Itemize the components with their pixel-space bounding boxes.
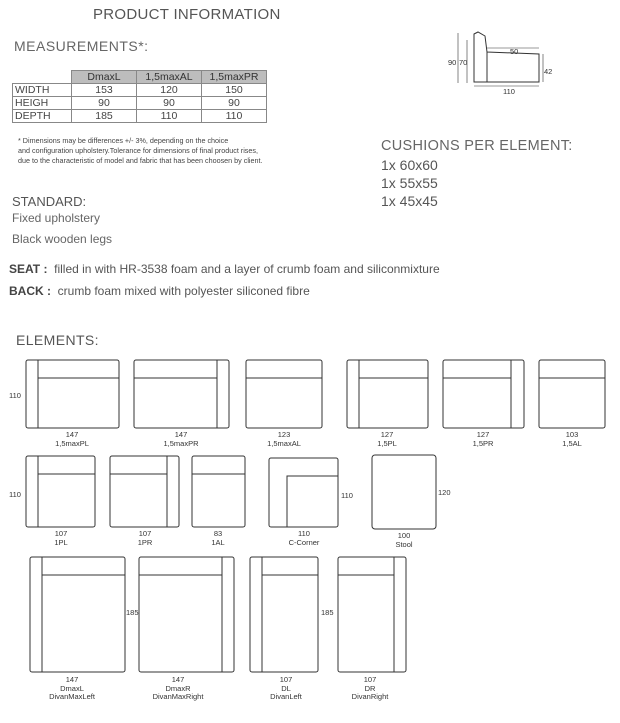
row3-depth-a: 185 bbox=[126, 608, 139, 617]
table-cell: 153 bbox=[72, 84, 137, 97]
side-seat-depth: 50 bbox=[510, 47, 519, 56]
cushion-item: 1x 55x55 bbox=[381, 175, 438, 191]
element-label: 127 1,5PL bbox=[377, 430, 397, 448]
element-stool bbox=[372, 455, 436, 529]
element-label: 107 1PR bbox=[137, 529, 153, 547]
element-label: 123 1,5maxAL bbox=[267, 430, 301, 448]
table-cell: 110 bbox=[137, 110, 202, 123]
element-divanleft bbox=[250, 557, 318, 672]
row-label: HEIGH bbox=[13, 97, 72, 110]
column-header: 1,5maxPR bbox=[202, 71, 267, 84]
page-title: PRODUCT INFORMATION bbox=[93, 6, 281, 23]
element-divanmaxleft bbox=[30, 557, 125, 672]
seat-description: SEAT : filled in with HR-3538 foam and a layer of crumb foam and siliconmixture bbox=[9, 262, 440, 276]
cushion-item: 1x 60x60 bbox=[381, 157, 438, 173]
side-height-outer: 90 bbox=[448, 58, 457, 67]
element-1al bbox=[192, 456, 245, 527]
corner-depth: 110 bbox=[341, 491, 353, 500]
element-1-5maxpr bbox=[134, 360, 229, 428]
element-label: 107 DL DivanLeft bbox=[270, 675, 302, 701]
element-1-5pr bbox=[443, 360, 524, 428]
side-depth: 110 bbox=[503, 87, 515, 96]
standard-item: Black wooden legs bbox=[12, 232, 113, 246]
side-arm-height: 42 bbox=[544, 67, 553, 76]
stool-depth: 120 bbox=[438, 488, 451, 497]
element-1-5maxpl bbox=[26, 360, 119, 428]
row-label: DEPTH bbox=[13, 110, 72, 123]
row1-depth: 110 bbox=[9, 391, 21, 400]
side-view-drawing bbox=[458, 32, 543, 86]
row2-depth: 110 bbox=[9, 490, 21, 499]
element-label: 147 1,5maxPR bbox=[163, 430, 199, 448]
element-label: 147 DmaxL DivanMaxLeft bbox=[49, 675, 95, 701]
element-label: 107 DR DivanRight bbox=[351, 675, 389, 701]
cushion-item: 1x 45x45 bbox=[381, 193, 438, 209]
element-1pl bbox=[26, 456, 95, 527]
elements-heading: ELEMENTS: bbox=[16, 332, 99, 348]
dimension-note: * Dimensions may be differences +/- 3%, depending on the choice and configuration upholstery.Tolerance for dimensions of final product rises, due to the characteristic of model and fabric that has been choosen by client. bbox=[18, 136, 263, 165]
standard-heading: STANDARD: bbox=[12, 194, 87, 209]
element-label: 147 1,5maxPL bbox=[55, 430, 89, 448]
element-label: 127 1,5PR bbox=[472, 430, 494, 448]
table-cell: 90 bbox=[137, 97, 202, 110]
column-header: 1,5maxAL bbox=[137, 71, 202, 84]
table-cell: 120 bbox=[137, 84, 202, 97]
element-label: 100 Stool bbox=[395, 531, 413, 549]
element-divanmaxright bbox=[139, 557, 234, 672]
element-label: 147 DmaxR DivanMaxRight bbox=[152, 675, 204, 701]
cushions-heading: CUSHIONS PER ELEMENT: bbox=[381, 138, 573, 154]
table-cell: 150 bbox=[202, 84, 267, 97]
row3-depth-b: 185 bbox=[321, 608, 334, 617]
table-cell: 110 bbox=[202, 110, 267, 123]
measurements-heading: MEASUREMENTS*: bbox=[14, 38, 149, 54]
element-1-5al bbox=[539, 360, 605, 428]
side-height-inner: 70 bbox=[459, 58, 468, 67]
table-cell: 90 bbox=[202, 97, 267, 110]
element-1pr bbox=[110, 456, 179, 527]
element-label: 103 1,5AL bbox=[562, 430, 582, 448]
element-label: 83 1AL bbox=[211, 529, 225, 547]
element-label: 107 1PL bbox=[54, 529, 68, 547]
table-cell: 90 bbox=[72, 97, 137, 110]
element-label: 110 C-Corner bbox=[288, 529, 320, 547]
row-label: WIDTH bbox=[13, 84, 72, 97]
column-header: DmaxL bbox=[72, 71, 137, 84]
element-c-corner bbox=[269, 458, 338, 527]
standard-item: Fixed upholstery bbox=[12, 211, 101, 225]
table-cell: 185 bbox=[72, 110, 137, 123]
back-description: BACK : crumb foam mixed with polyester siliconed fibre bbox=[9, 284, 310, 298]
element-1-5maxal bbox=[246, 360, 322, 428]
element-divanright bbox=[338, 557, 406, 672]
element-1-5pl bbox=[347, 360, 428, 428]
